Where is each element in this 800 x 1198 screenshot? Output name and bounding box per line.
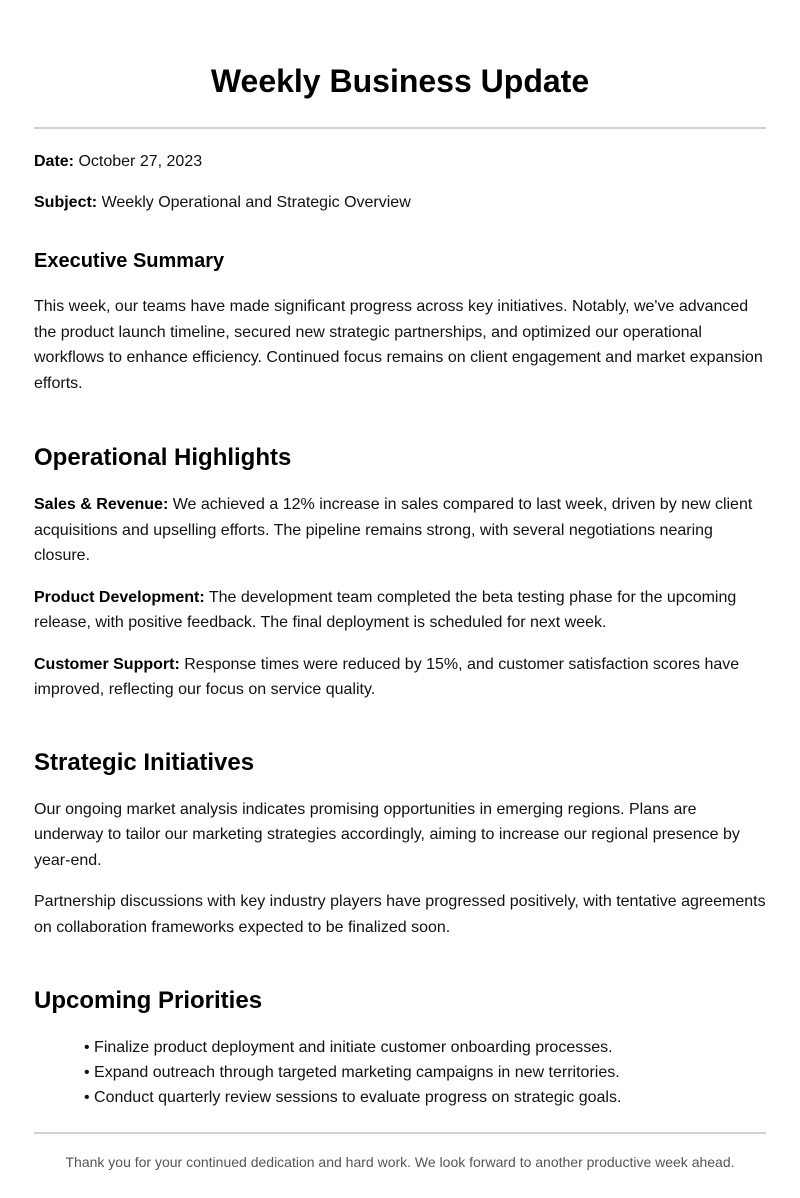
footer-text: Thank you for your continued dedication and hard work. We look forward to another productive week ahead. xyxy=(65,1154,735,1170)
highlight-text: We achieved a 12% increase in sales compared to last week, driven by new client acquisitions and upselling efforts. The pipeline remains strong, with several negotiations nearing closure. xyxy=(34,496,753,564)
highlight-label: Sales & Revenue: xyxy=(34,496,169,513)
header-divider xyxy=(34,127,766,129)
date-line xyxy=(34,152,766,172)
operational-highlights-section xyxy=(34,444,766,703)
executive-summary-heading: Executive Summary xyxy=(34,250,225,272)
operational-highlights-heading: Operational Highlights xyxy=(34,444,292,471)
strategic-paragraph: Partnership discussions with key industry players have progressed positively, with tentative agreements on collaboration frameworks expected to be finalized soon. xyxy=(34,893,766,936)
strategic-paragraph: Our ongoing market analysis indicates promising opportunities in emerging regions. Plans are underway to tailor our marketing strategies accordingly, aiming to increase our regional presence by year-end. xyxy=(34,800,740,869)
subject-line xyxy=(34,193,766,213)
footer-divider xyxy=(34,1132,766,1134)
executive-summary-section xyxy=(34,249,766,396)
highlight-text: Response times were reduced by 15%, and customer satisfaction scores have improved, reflecting our focus on service quality. xyxy=(34,655,740,698)
subject-label: Subject: xyxy=(34,194,98,211)
executive-summary-text: This week, our teams have made significant progress across key initiatives. Notably, we've advanced the product launch timeline, secured new strategic partnerships, and optimized our operational workflows to enhance efficiency. Continued focus remains on client engagement and market expansion efforts. xyxy=(34,298,763,392)
priorities-list xyxy=(34,1035,766,1110)
highlight-sales-revenue xyxy=(34,492,766,569)
highlight-customer-support xyxy=(34,652,766,703)
date-label: Date: xyxy=(34,153,75,170)
highlight-label: Customer Support: xyxy=(34,655,180,673)
strategic-initiatives-heading: Strategic Initiatives xyxy=(34,748,255,776)
subject-value: Weekly Operational and Strategic Overview xyxy=(101,194,411,211)
strategic-initiatives-section xyxy=(34,749,766,941)
list-item: • Finalize product deployment and initiate customer onboarding processes. xyxy=(84,1039,613,1056)
upcoming-priorities-heading: Upcoming Priorities xyxy=(34,987,263,1014)
list-item: • Conduct quarterly review sessions to evaluate progress on strategic goals. xyxy=(84,1089,622,1106)
upcoming-priorities-section xyxy=(34,987,766,1110)
highlight-label: Product Development: xyxy=(34,588,205,606)
list-item: • Expand outreach through targeted marketing campaigns in new territories. xyxy=(84,1064,620,1081)
highlight-text: The development team completed the beta testing phase for the upcoming release, with positive feedback. The final deployment is scheduled for next week. xyxy=(34,588,737,631)
highlight-product-development xyxy=(34,585,766,636)
page-title: Weekly Business Update xyxy=(210,63,590,99)
date-value: October 27, 2023 xyxy=(78,153,203,170)
